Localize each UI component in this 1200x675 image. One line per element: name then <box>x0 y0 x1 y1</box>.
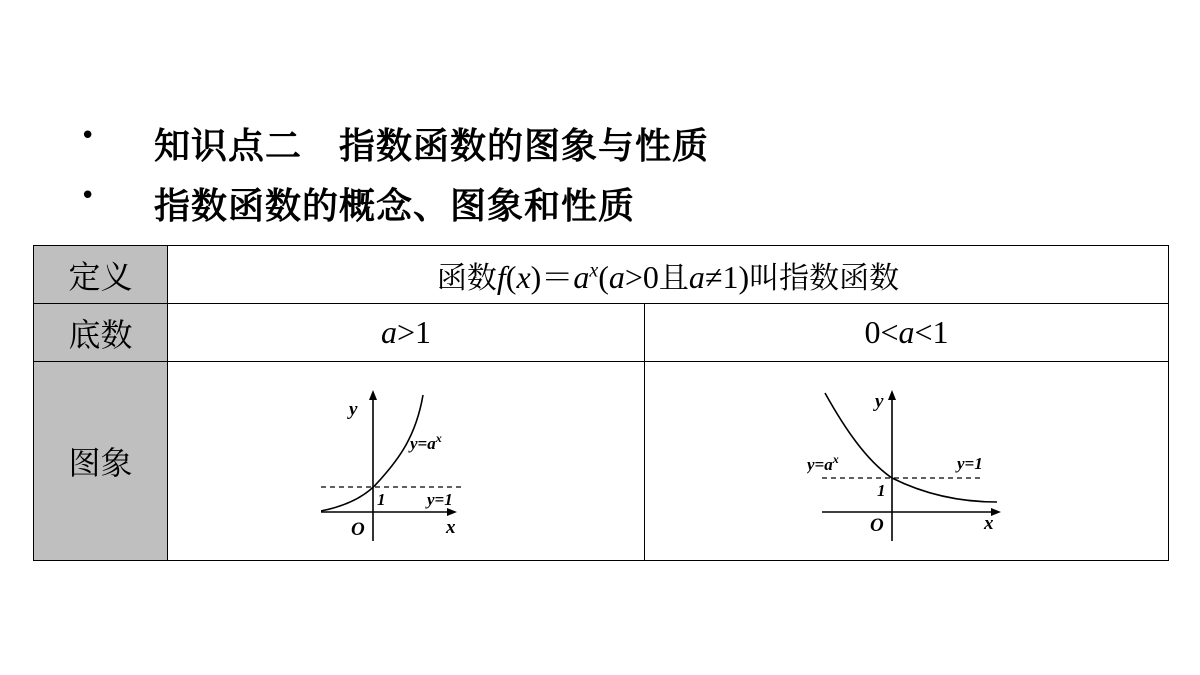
curve-label-base: y=a <box>410 434 436 453</box>
graph-decreasing <box>807 381 1007 541</box>
def-part: a <box>573 258 590 295</box>
base-right-a: a <box>898 314 915 350</box>
curve-label-base: y=a <box>806 455 833 474</box>
def-part: 且 <box>658 260 689 296</box>
tick-one-label: 1 <box>377 490 386 509</box>
graph-decreasing-cell <box>645 362 1169 561</box>
def-part: ( <box>598 258 609 295</box>
def-part: 函数 <box>436 260 497 296</box>
graph-increasing-cell <box>168 362 645 561</box>
heading-knowledge-point: 知识点二 指数函数的图象与性质 <box>154 126 710 167</box>
x-axis-arrow <box>447 508 457 516</box>
graph-increasing <box>321 381 491 541</box>
exponential-function-table <box>33 245 1169 561</box>
def-part: ( <box>505 258 517 295</box>
def-exponent: x <box>589 258 599 281</box>
base-left-a: a <box>380 314 397 350</box>
graph-header: 图象 <box>34 362 168 561</box>
curve-label-exp: x <box>832 452 839 466</box>
def-part: a <box>688 258 705 295</box>
bullet-1-symbol: • <box>80 121 96 151</box>
base-left-rest: >1 <box>396 314 432 350</box>
base-row <box>34 304 1169 362</box>
curve-label <box>408 431 442 453</box>
bullet-2-symbol: • <box>80 181 96 211</box>
y-axis-label: y <box>349 399 358 420</box>
asymptote-label: y=1 <box>956 454 983 473</box>
definition-header: 定义 <box>34 246 168 304</box>
exp-curve-increasing <box>321 395 423 511</box>
definition-text <box>168 246 1169 304</box>
heading-concept: 指数函数的概念、图象和性质 <box>154 186 636 227</box>
y-axis-arrow <box>888 390 896 400</box>
origin-label: O <box>351 519 365 540</box>
def-part: x <box>516 258 531 295</box>
base-right-rest: <1 <box>914 314 949 350</box>
def-part: )＝ <box>530 258 574 295</box>
def-part: a <box>608 258 625 295</box>
def-part: 叫指数函数 <box>749 260 900 296</box>
curve-label-exp: x <box>435 431 442 445</box>
base-right-pre: 0< <box>864 314 899 350</box>
base-greater-than-one <box>168 304 645 362</box>
def-part: f <box>496 258 506 295</box>
asymptote-label: y=1 <box>427 490 453 509</box>
base-header: 底数 <box>34 304 168 362</box>
exp-curve-decreasing <box>825 393 997 502</box>
def-part: ≠1) <box>704 258 750 295</box>
y-axis-arrow <box>369 390 377 400</box>
tick-one-label: 1 <box>876 481 885 500</box>
y-axis-label: y <box>874 391 883 412</box>
curve-label <box>807 452 839 474</box>
base-between-zero-one <box>645 304 1169 362</box>
def-part: >0 <box>624 258 659 295</box>
graph-row <box>34 362 1169 561</box>
x-axis-label: x <box>446 517 456 538</box>
definition-row <box>34 246 1169 304</box>
origin-label: O <box>869 515 884 536</box>
x-axis-label: x <box>983 513 993 534</box>
